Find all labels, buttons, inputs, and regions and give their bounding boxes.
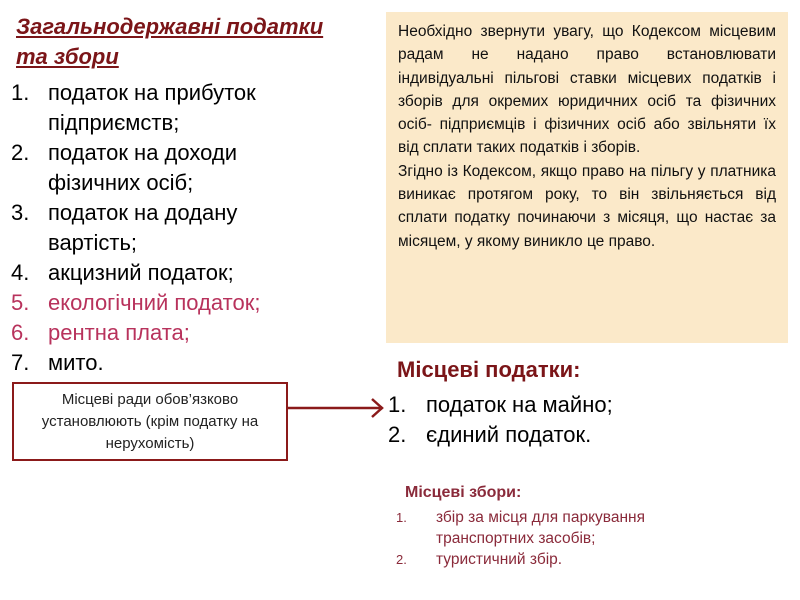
list-item-text: екологічний податок; bbox=[48, 290, 261, 315]
local-taxes-title: Місцеві податки: bbox=[397, 357, 581, 382]
list-item bbox=[390, 507, 645, 549]
list-item-number: 7. bbox=[11, 350, 30, 375]
list-item bbox=[388, 390, 613, 420]
list-item-number: 1. bbox=[396, 510, 407, 525]
list-item-number: 2. bbox=[11, 140, 30, 165]
note-box bbox=[386, 12, 788, 343]
list-item-number: 5. bbox=[11, 290, 30, 315]
list-item-text: податок на доходи bbox=[48, 140, 238, 165]
arrow-right-icon bbox=[288, 388, 388, 428]
state-taxes-title-line2: та збори bbox=[16, 44, 119, 69]
state-taxes-list bbox=[8, 78, 338, 378]
list-item-text: фізичних осіб; bbox=[48, 170, 194, 195]
list-item-number: 1. bbox=[388, 392, 407, 417]
state-taxes-title-line1: Загальнодержавні податки bbox=[16, 14, 324, 39]
list-item bbox=[388, 420, 613, 450]
note-paragraph: Згідно із Кодексом, якщо право на пільгу у платника виникає протягом року, то він звільняється від сплати податку починаючи з місяця, що настає за місяцем, у якому виникло це право. bbox=[398, 162, 776, 250]
callout-text: Місцеві ради обов’язково установлюють (крім податку на нерухомість) bbox=[41, 391, 259, 452]
list-item-text: підприємств; bbox=[48, 110, 180, 135]
list-item bbox=[390, 549, 645, 570]
list-item bbox=[8, 288, 338, 318]
list-item-text: рентна плата; bbox=[48, 320, 190, 345]
list-item-number: 1. bbox=[11, 80, 30, 105]
callout-box bbox=[12, 382, 288, 461]
list-item bbox=[8, 138, 338, 198]
list-item-text: мито. bbox=[48, 350, 104, 375]
list-item-text: туристичний збір. bbox=[436, 551, 563, 568]
note-paragraph: Необхідно звернути увагу, що Кодексом місцевим радам не надано право встановлювати індивідуальні пільгові ставки місцевих податків і зборів для окремих юридичних осіб та фізичних осіб- підприємців і фізичних осіб або звільняти їх від сплати таких податків і зборів. bbox=[398, 23, 776, 157]
list-item bbox=[8, 258, 338, 288]
list-item-text: податок на додану bbox=[48, 200, 238, 225]
state-taxes-title bbox=[16, 12, 396, 72]
local-fees-list bbox=[390, 507, 645, 570]
list-item-text: збір за місця для паркування bbox=[436, 509, 645, 526]
list-item-number: 2. bbox=[388, 422, 407, 447]
list-item-number: 2. bbox=[396, 552, 407, 567]
list-item-number: 6. bbox=[11, 320, 30, 345]
list-item bbox=[8, 348, 338, 378]
list-item-number: 4. bbox=[11, 260, 30, 285]
list-item-text: податок на прибуток bbox=[48, 80, 256, 105]
list-item-text: транспортних засобів; bbox=[436, 530, 596, 547]
list-item bbox=[8, 78, 338, 138]
local-fees-title: Місцеві збори: bbox=[405, 484, 522, 501]
list-item-text: податок на майно; bbox=[426, 392, 613, 417]
local-taxes-list bbox=[388, 390, 613, 450]
list-item-text: вартість; bbox=[48, 230, 138, 255]
list-item bbox=[8, 198, 338, 258]
list-item-number: 3. bbox=[11, 200, 30, 225]
list-item bbox=[8, 318, 338, 348]
list-item-text: єдиний податок. bbox=[426, 422, 592, 447]
list-item-text: акцизний податок; bbox=[48, 260, 234, 285]
